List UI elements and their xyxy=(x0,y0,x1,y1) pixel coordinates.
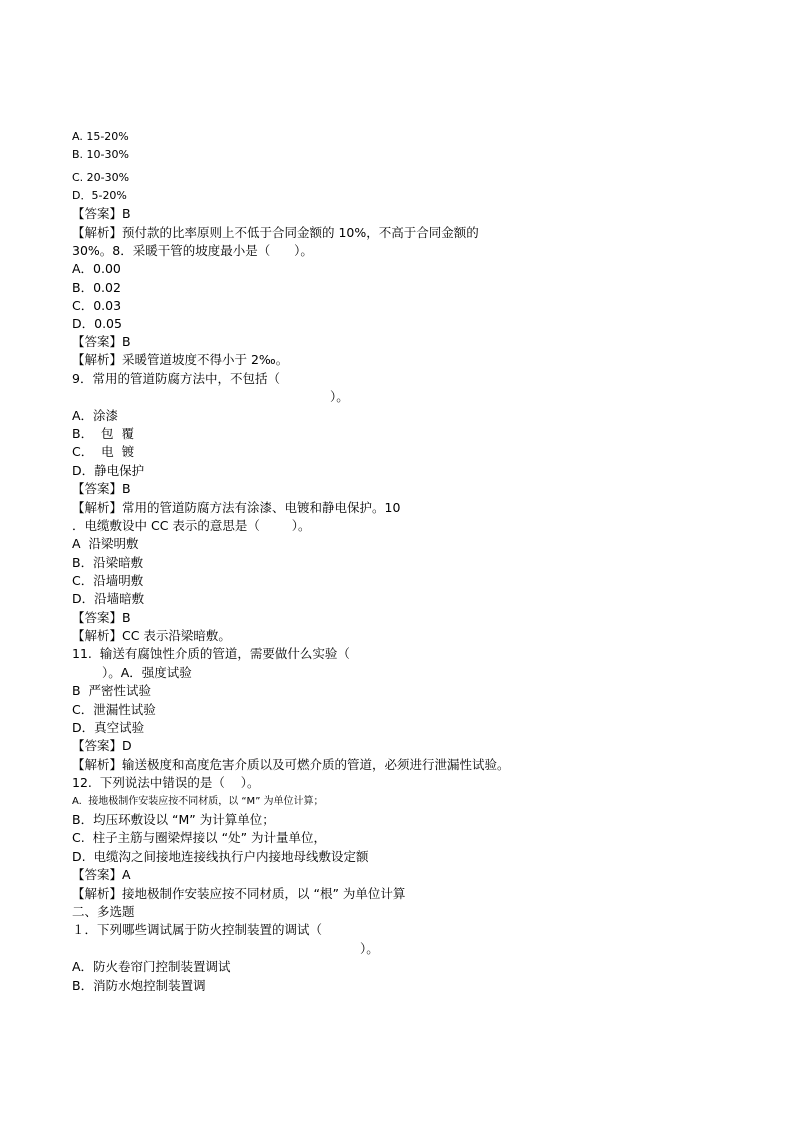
option-b: B．均压环敷设以 “M” 为计算单位； xyxy=(72,812,275,827)
question-1: １．下列哪些调试属于防火控制装置的调试（ xyxy=(72,922,323,937)
question-8: 30%。8．采暖干管的坡度最小是（ ）。 xyxy=(72,243,313,258)
option-b: B．0.02 xyxy=(72,280,121,295)
question-11: 11. 输送有腐蚀性介质的管道，需要做什么实验（ xyxy=(72,646,350,661)
option-d: D．沿墙暗敷 xyxy=(72,591,145,606)
option-a: A．涂漆 xyxy=(72,408,119,423)
answer: 【答案】D xyxy=(72,738,132,753)
question-12: 12. 下列说法中错误的是（ ）。 xyxy=(72,775,260,790)
option-c: C. 柱子主筋与圈梁焊接以 “处” 为计量单位， xyxy=(72,830,327,845)
analysis: 【解析】常用的管道防腐方法有涂漆、电镀和静电保护。10 xyxy=(72,500,401,515)
option-b: B 严密性试验 xyxy=(72,683,152,698)
section-heading: 二、多选题 xyxy=(72,904,135,919)
option-b: B．沿梁暗敷 xyxy=(72,555,144,570)
option-a: A．防火卷帘门控制装置调试 xyxy=(72,959,231,974)
option-c: C． 电 镀 xyxy=(72,444,135,459)
option-b: B． 包 覆 xyxy=(72,426,134,441)
option-a: A. 15-20% xyxy=(72,130,129,143)
option-c: C．沿墙明敷 xyxy=(72,573,144,588)
answer: 【答案】B xyxy=(72,206,131,221)
question-10: ．电缆敷设中 CC 表示的意思是（ ）。 xyxy=(72,518,311,533)
option-c: C. 20-30% xyxy=(72,171,130,184)
analysis: 【解析】CC 表示沿梁暗敷。 xyxy=(72,628,231,643)
answer: 【答案】A xyxy=(72,867,131,882)
question-9: 9．常用的管道防腐方法中，不包括（ xyxy=(72,371,280,386)
analysis: 【解析】预付款的比率原则上不低于合同金额的 10%，不高于合同金额的 xyxy=(72,225,479,240)
option-c: C．0.03 xyxy=(72,298,122,313)
option-d: D. 电缆沟之间接地连接线执行户内接地母线敷设定额 xyxy=(72,849,369,864)
option-a: A．0.00 xyxy=(72,261,121,276)
answer: 【答案】B xyxy=(72,334,131,349)
analysis: 【解析】采暖管道坡度不得小于 2‰。 xyxy=(72,352,289,367)
option-d: D．5-20% xyxy=(72,189,127,202)
question-9-tail: ）。 xyxy=(330,389,349,404)
answer: 【答案】B xyxy=(72,610,131,625)
option-a: A. 接地极制作安装应按不同材质，以 “M” 为单位计算； xyxy=(72,796,324,807)
option-b: B. 10-30% xyxy=(72,148,129,161)
question-1-tail: ）。 xyxy=(360,941,379,956)
option-c: C．泄漏性试验 xyxy=(72,702,156,717)
answer: 【答案】B xyxy=(72,481,131,496)
analysis: 【解析】输送极度和高度危害介质以及可燃介质的管道，必须进行泄漏性试验。 xyxy=(72,757,510,772)
question-11-tail: ）。A．强度试验 xyxy=(102,665,192,680)
option-a: A 沿梁明敷 xyxy=(72,536,139,551)
option-b: B．消防水炮控制装置调 xyxy=(72,978,206,993)
option-d: D．真空试验 xyxy=(72,720,145,735)
option-d: D．静电保护 xyxy=(72,463,145,478)
option-d: D．0.05 xyxy=(72,316,122,331)
analysis: 【解析】接地极制作安装应按不同材质，以 “根” 为单位计算 xyxy=(72,886,406,901)
